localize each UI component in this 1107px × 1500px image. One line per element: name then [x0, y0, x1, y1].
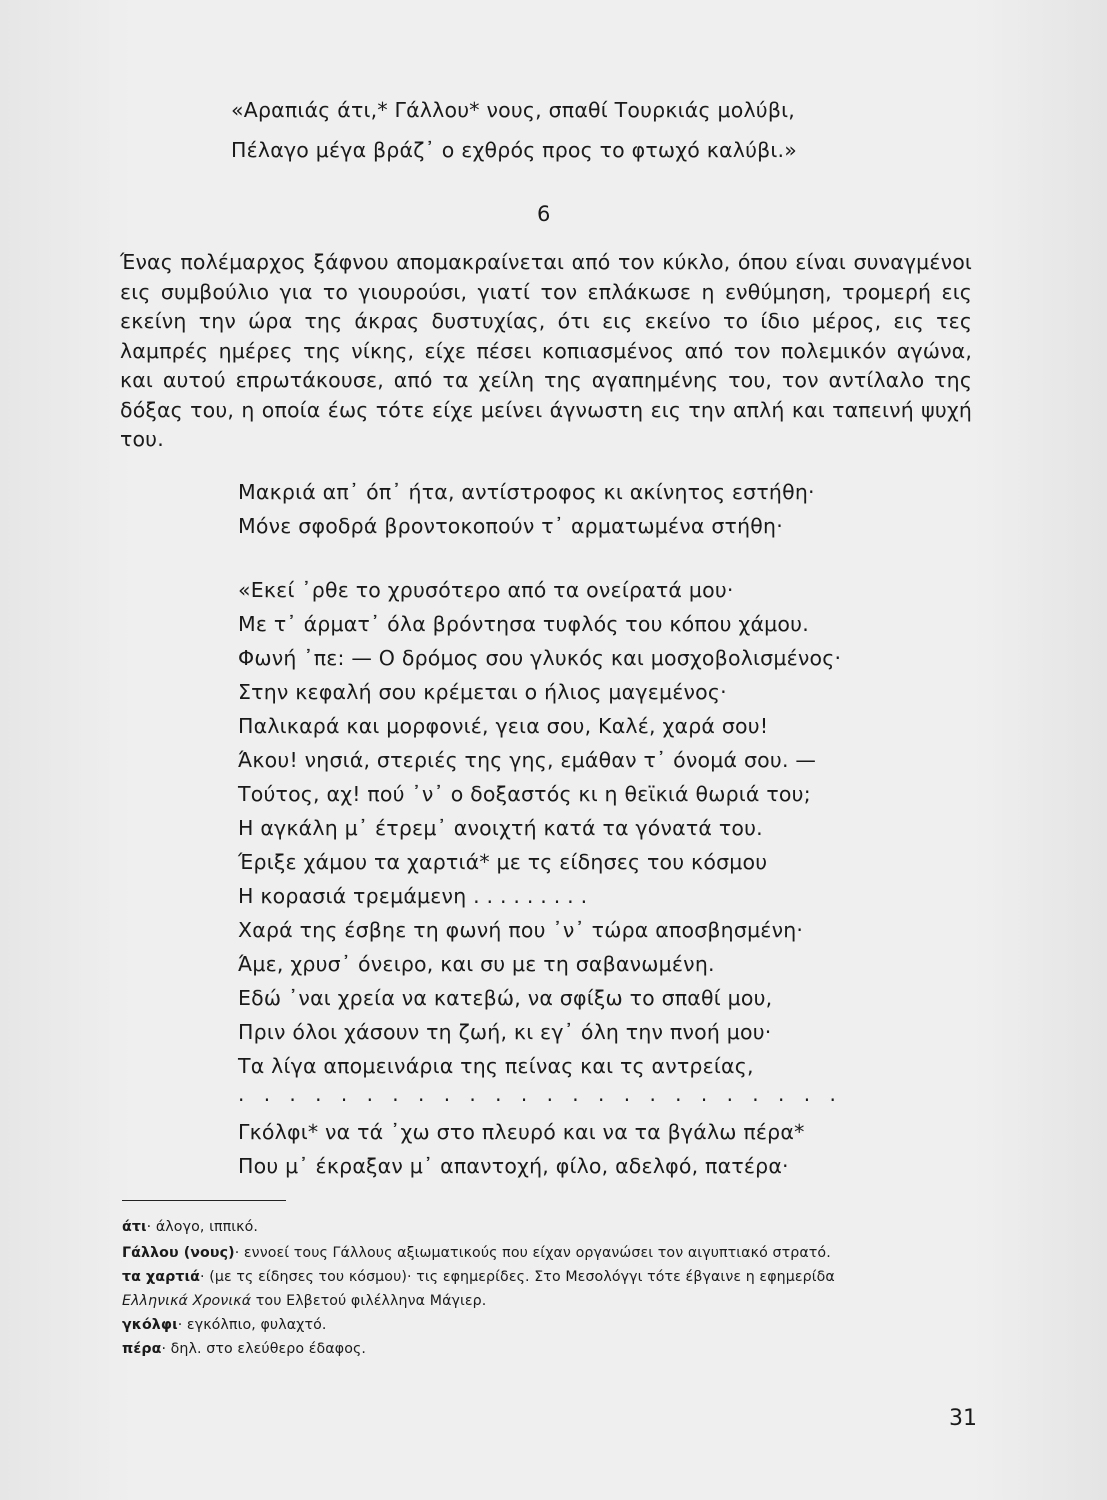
footnote-term: τα χαρτιά [122, 1269, 201, 1285]
footnote-text: του Ελβετού φιλέλληνα Μάγιερ. [251, 1293, 487, 1309]
verse-b-line-9: Έριξε χάμου τα χαρτιά* με τς είδησες του κόσμου [238, 850, 768, 874]
verse-a-line-1: Μακριά απ᾽ όπ᾽ ήτα, αντίστροφος κι ακίνητος εστήθη· [238, 480, 815, 504]
verse-b-line-2: Με τ᾽ άρματ᾽ όλα βρόντησα τυφλός του κόπου χάμου. [238, 612, 809, 636]
verse-b-line-4: Στην κεφαλή σου κρέμεται ο ήλιος μαγεμένος· [238, 680, 727, 704]
verse-b-line-14: Πριν όλοι χάσουν τη ζωή, κι εγ᾽ όλη την πνοή μου· [238, 1020, 772, 1044]
verse-c-line-1: Γκόλφι* να τά ᾽χω στο πλευρό και να τα βγάλω πέρα* [238, 1120, 805, 1144]
footnote-3 [122, 1270, 835, 1284]
verse-b-line-7: Τούτος, αχ! πού ᾽ν᾽ ο δοξαστός κι η θεϊκιά θωριά του; [238, 782, 811, 806]
footnote-term: Γάλλου (νους) [122, 1245, 235, 1261]
intro-verse-line-2: Πέλαγο μέγα βράζ᾽ ο εχθρός προς το φτωχό καλύβι.» [231, 138, 798, 162]
verse-b-line-1: «Εκεί ᾽ρθε το χρυσότερο από τα ονείρατά μου· [238, 578, 734, 602]
intro-verse-line-1: «Αραπιάς άτι,* Γάλλου* νους, σπαθί Τουρκιάς μολύβι, [231, 98, 795, 122]
verse-b-line-5: Παλικαρά και μορφονιέ, γεια σου, Καλέ, χαρά σου! [238, 714, 769, 738]
footnote-5 [122, 1342, 366, 1356]
verse-b-line-15: Τα λίγα απομεινάρια της πείνας και τς αντρείας, [238, 1054, 754, 1078]
verse-c-line-2: Που μ᾽ έκραξαν μ᾽ απαντοχή, φίλο, αδελφό, πατέρα· [238, 1154, 789, 1178]
footnote-text: · άλογο, ιππικό. [146, 1219, 259, 1235]
verse-b-line-13: Εδώ ᾽ναι χρεία να κατεβώ, να σφίξω το σπαθί μου, [238, 986, 773, 1010]
verse-a-line-2: Μόνε σφοδρά βροντοκοπούν τ᾽ αρματωμένα στήθη· [238, 514, 783, 538]
footnote-text: · δηλ. στο ελεύθερο έδαφος. [161, 1341, 367, 1357]
footnote-1 [122, 1220, 258, 1234]
footnote-2 [122, 1246, 831, 1260]
footnote-3-continued [122, 1294, 486, 1308]
footnote-text: · (με τς είδησες του κόσμου)· τις εφημερίδες. Στο Μεσολόγγι τότε έβγαινε η εφημερίδα [200, 1269, 835, 1285]
ellipsis-line: . . . . . . . . . . . . . . . . . . . . . . . . [238, 1082, 843, 1106]
footnote-text: · εγκόλπιο, φυλαχτό. [177, 1317, 327, 1333]
verse-b-line-6: Άκου! νησιά, στεριές της γης, εμάθαν τ᾽ όνομά σου. — [238, 748, 817, 772]
verse-b-line-12: Άμε, χρυσ᾽ όνειρο, και συ με τη σαβανωμένη. [238, 952, 715, 976]
prose-paragraph-text: Ένας πολέμαρχος ξάφνου απομακραίνεται από τον κύκλο, όπου είναι συναγμένοι εις συμβούλιο για το γιουρούσι, γιατί τον επλάκωσε η ενθύμηση, τρομερή εις εκείνη την ώρα της άκρας δυστυχίας, ότι εις εκείνο το ίδιο μέρος, εις τες λαμπρές ημέρες της νίκης, είχε πέσει κοπιασμένος από τον πολεμικόν αγώνα, και αυτού επρωτάκουσε, από τα χείλη της αγαπημένης του, τον αντίλαλο της δόξας του, η οποία έως τότε είχε μείνει άγνωστη εις την απλή και ταπεινή ψυχή του. [120, 250, 972, 451]
footnote-text: · εννοεί τους Γάλλους αξιωματικούς που είχαν οργανώσει τον αιγυπτιακό στρατό. [234, 1245, 831, 1261]
footnote-term: γκόλφι [122, 1317, 178, 1333]
verse-b-line-3: Φωνή ᾽πε: — Ο δρόμος σου γλυκός και μοσχοβολισμένος· [238, 646, 842, 670]
prose-paragraph [120, 248, 972, 455]
verse-b-line-11: Χαρά της έσβηε τη φωνή που ᾽ν᾽ τώρα αποσβησμένη· [238, 918, 804, 942]
footnote-divider [122, 1200, 286, 1201]
footnote-4 [122, 1318, 327, 1332]
page-number: 31 [949, 1406, 977, 1431]
footnote-term: άτι [122, 1219, 147, 1235]
verse-b-line-10: Η κορασιά τρεμάμενη . . . . . . . . . [238, 884, 588, 908]
section-number: 6 [537, 202, 551, 226]
footnote-term: πέρα [122, 1341, 162, 1357]
newspaper-title: Ελληνικά Χρονικά [122, 1293, 252, 1309]
verse-b-line-8: Η αγκάλη μ᾽ έτρεμ᾽ ανοιχτή κατά τα γόνατά του. [238, 816, 763, 840]
